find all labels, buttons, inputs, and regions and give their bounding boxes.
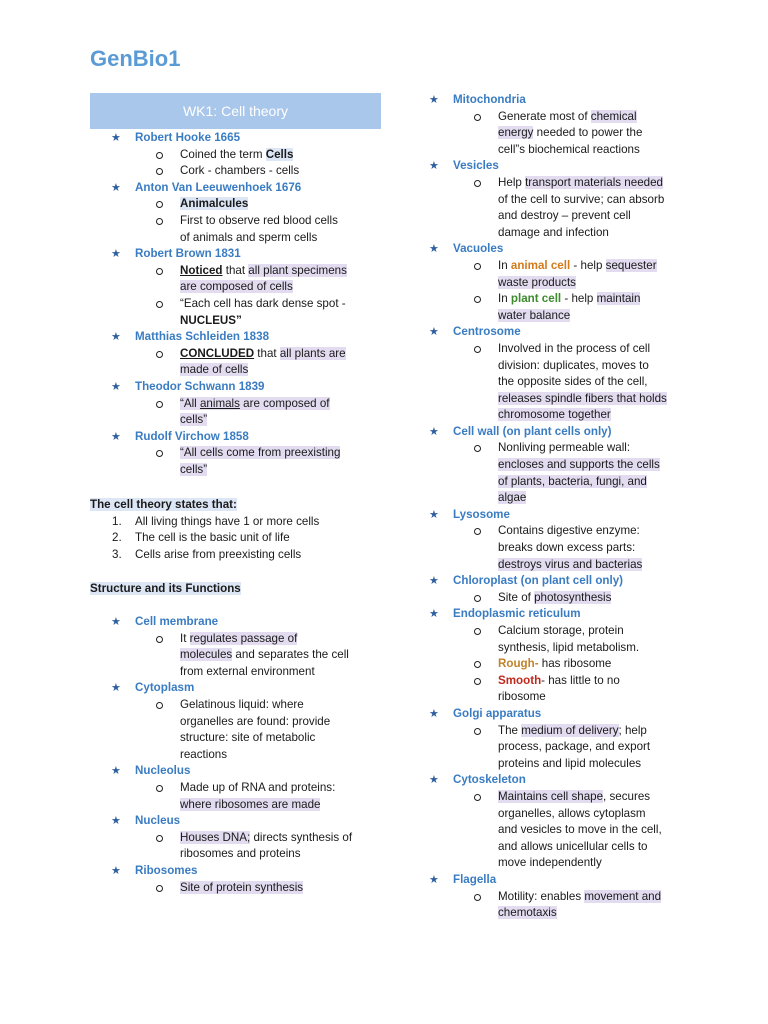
list-item-continuation: algae [498, 491, 527, 505]
list-item: ★ Lysosome [408, 507, 738, 524]
list-item: ★ Flagella [408, 872, 738, 889]
list-item-continuation: chemotaxis [498, 906, 557, 920]
list-item: Involved in the process of cell [408, 341, 738, 358]
organelle-list-right [408, 92, 738, 922]
list-item-continuation: of animals and sperm cells [180, 230, 318, 244]
list-item-continuation: and allows unicellular cells to [498, 839, 648, 853]
list-item-continuation: NUCLEUS” [180, 313, 242, 327]
list-item: Contains digestive enzyme: [408, 523, 738, 540]
list-item: Help transport materials needed [408, 175, 738, 192]
circle-bullet-icon [474, 595, 481, 602]
circle-bullet-icon [474, 661, 481, 668]
list-item-continuation: division: duplicates, moves to [498, 358, 649, 372]
list-item: 3. Cells arise from preexisting cells [112, 547, 302, 561]
list-item: Rough- has ribosome [408, 656, 738, 673]
list-item-continuation: where ribosomes are made [180, 797, 321, 811]
list-item: In animal cell - help sequester [408, 258, 738, 275]
star-bullet-icon: ★ [111, 815, 121, 828]
list-item: CONCLUDED that all plants are [90, 346, 390, 363]
star-bullet-icon: ★ [429, 707, 439, 720]
circle-bullet-icon [474, 794, 481, 801]
list-item: 1. All living things have 1 or more cells [112, 514, 320, 528]
list-item: ★ Centrosome [408, 324, 738, 341]
list-item-continuation: the opposite sides of the cell, [498, 375, 648, 389]
list-item-continuation: cell”s biochemical reactions [498, 142, 640, 156]
list-item-continuation: and destroy – prevent cell [498, 209, 631, 223]
circle-bullet-icon [156, 835, 163, 842]
list-item: “Each cell has dark dense spot - [90, 296, 390, 313]
list-item: ★ Endoplasmic reticulum [408, 606, 738, 623]
list-item: ★ Rudolf Virchow 1858 [90, 429, 390, 446]
list-item-continuation: and vesicles to move in the cell, [498, 823, 662, 837]
circle-bullet-icon [156, 702, 163, 709]
circle-bullet-icon [156, 785, 163, 792]
list-item-continuation: cells” [180, 413, 208, 427]
list-item-continuation: move independently [498, 856, 602, 870]
list-item: “All animals are composed of [90, 396, 390, 413]
star-bullet-icon: ★ [111, 765, 121, 778]
list-item: ★ Anton Van Leeuwenhoek 1676 [90, 180, 390, 197]
list-item-continuation: waste products [498, 275, 576, 289]
list-item-continuation: are composed of cells [180, 280, 293, 294]
circle-bullet-icon [156, 351, 163, 358]
page-title: GenBio1 [90, 46, 181, 71]
list-item-continuation: cells” [180, 462, 208, 476]
list-item-continuation: encloses and supports the cells [498, 458, 660, 472]
list-item: Animalcules [90, 196, 390, 213]
list-item: ★ Golgi apparatus [408, 706, 738, 723]
star-bullet-icon: ★ [111, 616, 121, 628]
star-bullet-icon: ★ [111, 181, 121, 194]
list-item: In plant cell - help maintain [408, 291, 738, 308]
list-item: Nonliving permeable wall: [408, 440, 738, 457]
list-item-continuation: synthesis, lipid metabolism. [498, 640, 640, 654]
circle-bullet-icon [156, 168, 163, 175]
list-item: Gelatinous liquid: where [90, 697, 390, 714]
circle-bullet-icon [156, 450, 163, 457]
circle-bullet-icon [474, 678, 481, 685]
circle-bullet-icon [156, 301, 163, 308]
star-bullet-icon: ★ [111, 682, 121, 695]
list-item-continuation: organelles are found: provide [180, 714, 331, 728]
circle-bullet-icon [156, 268, 163, 275]
section-banner: WK1: Cell theory [90, 93, 381, 129]
list-item-continuation: of the cell to survive; can absorb [498, 192, 665, 206]
list-item: Site of photosynthesis [408, 590, 738, 607]
list-item: Made up of RNA and proteins: [90, 780, 390, 797]
list-item: ★ Robert Hooke 1665 [90, 130, 390, 147]
star-bullet-icon: ★ [429, 774, 439, 787]
star-bullet-icon: ★ [111, 248, 121, 261]
list-item-continuation: chromosome together [498, 408, 611, 422]
list-item-continuation: from external environment [180, 664, 315, 678]
cell-theory-history [90, 130, 390, 478]
circle-bullet-icon [474, 296, 481, 303]
section-heading: The cell theory states that: [90, 498, 237, 511]
list-item-continuation: ribosome [498, 690, 546, 704]
list-item: ★ Vacuoles [408, 241, 738, 258]
cell-theory-statement [90, 497, 390, 563]
circle-bullet-icon [474, 894, 481, 901]
star-bullet-icon: ★ [429, 160, 439, 173]
list-item: ★ Chloroplast (on plant cell only) [408, 573, 738, 590]
list-item: It regulates passage of [90, 631, 390, 648]
list-item: ★ Nucleus [90, 813, 390, 830]
list-item-continuation: destroys virus and bacterias [498, 557, 643, 571]
list-item: ★ Vesicles [408, 158, 738, 175]
star-bullet-icon: ★ [429, 326, 439, 339]
list-item: Cork - chambers - cells [90, 163, 390, 180]
list-item-continuation: water balance [498, 308, 571, 322]
list-item-continuation: structure: site of metabolic [180, 731, 316, 745]
list-item: Motility: enables movement and [408, 889, 738, 906]
star-bullet-icon: ★ [111, 132, 121, 144]
circle-bullet-icon [474, 528, 481, 535]
star-bullet-icon: ★ [111, 331, 121, 344]
list-item: First to observe red blood cells [90, 213, 390, 230]
circle-bullet-icon [474, 114, 481, 121]
list-item-continuation: made of cells [180, 363, 249, 377]
star-bullet-icon: ★ [429, 508, 439, 521]
list-item: Maintains cell shape, secures [408, 789, 738, 806]
star-bullet-icon: ★ [429, 575, 439, 588]
circle-bullet-icon [156, 885, 163, 892]
list-item-continuation: molecules and separates the cell [180, 648, 349, 662]
list-item-continuation: energy needed to power the [498, 126, 643, 140]
list-item: 2. The cell is the basic unit of life [112, 531, 290, 545]
circle-bullet-icon [156, 401, 163, 408]
star-bullet-icon: ★ [111, 864, 121, 877]
list-item-continuation: breaks down excess parts: [498, 541, 636, 555]
circle-bullet-icon [156, 218, 163, 225]
list-item: ★ Nucleolus [90, 763, 390, 780]
list-item: ★ Cytoplasm [90, 680, 390, 697]
list-item: The medium of delivery; help [408, 723, 738, 740]
list-item: “All cells come from preexisting [90, 445, 390, 462]
list-item: ★ Mitochondria [408, 92, 738, 109]
list-item: Generate most of chemical [408, 109, 738, 126]
list-item-continuation: ribosomes and proteins [180, 847, 301, 861]
circle-bullet-icon [474, 180, 481, 187]
list-item-continuation: damage and infection [498, 225, 609, 239]
list-item: Coined the term Cells [90, 147, 390, 164]
list-item-continuation: proteins and lipid molecules [498, 756, 642, 770]
list-item: Noticed that all plant specimens [90, 263, 390, 280]
list-item: Smooth- has little to no [408, 673, 738, 690]
list-item: ★ Theodor Schwann 1839 [90, 379, 390, 396]
star-bullet-icon: ★ [429, 608, 439, 621]
list-item: ★ Cell wall (on plant cells only) [408, 424, 738, 441]
circle-bullet-icon [156, 152, 163, 159]
circle-bullet-icon [474, 263, 481, 270]
structure-list-left [90, 614, 390, 896]
circle-bullet-icon [474, 346, 481, 353]
circle-bullet-icon [474, 628, 481, 635]
list-item-continuation: process, package, and export [498, 740, 651, 754]
section-heading: Structure and its Functions [90, 582, 241, 595]
list-item: Houses DNA; directs synthesis of [90, 830, 390, 847]
list-item-continuation: releases spindle fibers that holds [498, 391, 667, 405]
list-item: Site of protein synthesis [90, 880, 390, 897]
structure-heading-block [90, 581, 390, 598]
star-bullet-icon: ★ [111, 380, 121, 393]
circle-bullet-icon [474, 445, 481, 452]
list-item: ★ Ribosomes [90, 863, 390, 880]
circle-bullet-icon [156, 201, 163, 208]
list-item-continuation: of plants, bacteria, fungi, and [498, 474, 647, 488]
list-item: ★ Matthias Schleiden 1838 [90, 329, 390, 346]
list-item: ★ Cell membrane [90, 614, 390, 631]
star-bullet-icon: ★ [429, 425, 439, 438]
list-item: ★ Cytoskeleton [408, 772, 738, 789]
star-bullet-icon: ★ [429, 94, 439, 106]
list-item-continuation: organelles, allows cytoplasm [498, 806, 646, 820]
circle-bullet-icon [474, 728, 481, 735]
star-bullet-icon: ★ [429, 873, 439, 886]
star-bullet-icon: ★ [429, 243, 439, 256]
star-bullet-icon: ★ [111, 430, 121, 443]
list-item: ★ Robert Brown 1831 [90, 246, 390, 263]
list-item-continuation: reactions [180, 747, 228, 761]
list-item: Calcium storage, protein [408, 623, 738, 640]
circle-bullet-icon [156, 636, 163, 643]
